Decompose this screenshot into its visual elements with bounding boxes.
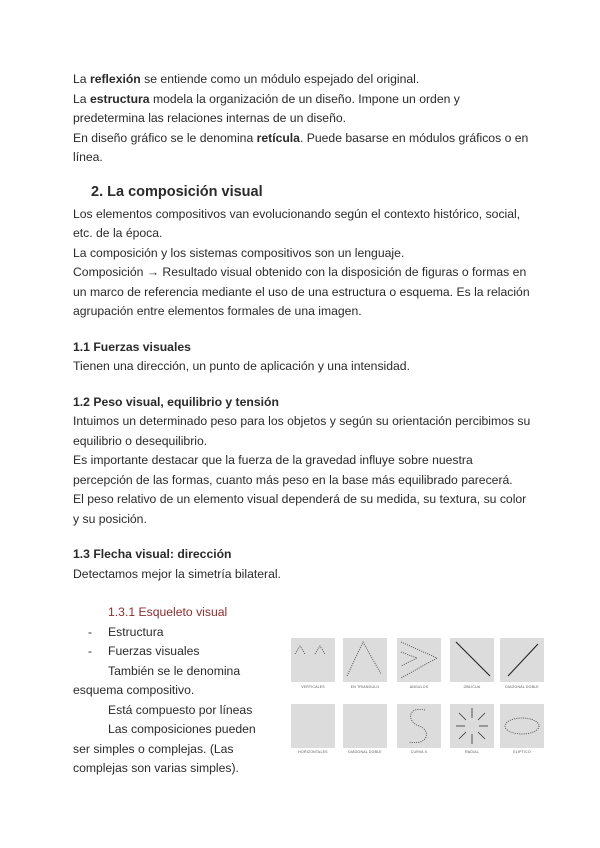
esqueleto-text-rest: esquema compositivo. <box>73 683 195 697</box>
section2-line: La composición y los sistemas compositivos son un lenguaje. <box>73 245 405 260</box>
composition-thumbnails <box>291 638 551 758</box>
section-heading-composicion: 2. La composición visual <box>91 183 263 200</box>
esqueleto-text-simples-lead: Las composiciones pueden <box>108 722 256 736</box>
subheading-peso-visual: 1.2 Peso visual, equilibrio y tensión <box>73 394 279 409</box>
paragraph-estructura: La estructura modela la organización de un diseño. Impone un orden y predetermina las relaciones internas de un diseño. <box>73 91 460 125</box>
sub11-line: Tienen una dirección, un punto de aplicación y una intensidad. <box>73 359 410 373</box>
thumbnail-horizontales <box>291 704 335 748</box>
thumbnail-caption: CURVA S <box>410 750 428 754</box>
thumbnail-curva-s <box>397 704 441 748</box>
subheading-esqueleto-visual: 1.3.1 Esqueleto visual <box>108 605 228 619</box>
subheading-fuerzas-visuales: 1.1 Fuerzas visuales <box>73 339 191 354</box>
thumbnail-angulos <box>397 638 441 682</box>
thumbnail-caption: EN TRIANGULO <box>350 685 380 689</box>
thumbnail-caption: VERTICALES <box>301 685 325 689</box>
list-item: - Estructura <box>88 624 164 639</box>
section2-line: Los elementos compositivos van evolucionando según el contexto histórico, social, etc. de la época. <box>73 206 521 240</box>
section2-line: Composición → Resultado visual obtenido con la disposición de figuras o formas en un marco de referencia mediante el uso de una estructura o esquema. Es la relación agrupación entre elementos formales de una imagen. <box>73 265 530 318</box>
document-body <box>73 70 533 584</box>
thumbnail-caption: DIAGONAL DOBLE <box>505 685 539 689</box>
thumbnail-caption: HORIZONTALES <box>298 750 328 754</box>
paragraph-reflexion: La reflexión se entiende como un módulo espejado del original. <box>73 72 420 86</box>
thumbnail-radial <box>450 704 494 748</box>
sub12-line: El peso relativo de un elemento visual dependerá de su medida, su textura, su color y su posición. <box>73 492 527 526</box>
thumbnail-oblicua <box>450 638 494 682</box>
thumbnail-diagonal-doble <box>343 704 387 748</box>
sub12-line: Es importante destacar que la fuerza de la gravedad influye sobre nuestra percepción de las formas, cuanto más peso en la base más equilibrado parecerá. <box>73 453 513 487</box>
thumbnail-triangulo <box>343 638 387 682</box>
esqueleto-text-lineas: Está compuesto por líneas <box>108 702 253 717</box>
subheading-flecha-visual: 1.3 Flecha visual: dirección <box>73 547 232 561</box>
thumbnail-diagonal <box>500 638 544 682</box>
esqueleto-text-lead: También se le denomina <box>108 663 241 678</box>
thumbnail-caption: ELIPTICO <box>513 750 531 754</box>
list-item: - Fuerzas visuales <box>88 644 200 658</box>
thumbnail-verticales <box>291 638 335 682</box>
esqueleto-text-simples-rest: ser simples o complejas. (Las complejas son varias simples). <box>73 741 239 775</box>
thumbnail-caption: DIAGONAL DOBLE <box>348 750 382 754</box>
thumbnail-caption: RADIAL <box>465 750 479 754</box>
paragraph-reticula: En diseño gráfico se le denomina retícula. Puede basarse en módulos gráficos o en línea. <box>73 130 529 164</box>
esqueleto-visual-section <box>73 603 283 779</box>
thumbnail-caption: ANGULOS <box>409 685 429 689</box>
sub13-line: Detectamos mejor la simetría bilateral. <box>73 566 281 581</box>
thumbnail-eliptico <box>500 704 544 748</box>
sub12-line: Intuimos un determinado peso para los objetos y según su orientación percibimos su equilibrio o desequilibrio. <box>73 414 531 448</box>
thumbnail-caption: OBLICUA <box>463 685 481 689</box>
